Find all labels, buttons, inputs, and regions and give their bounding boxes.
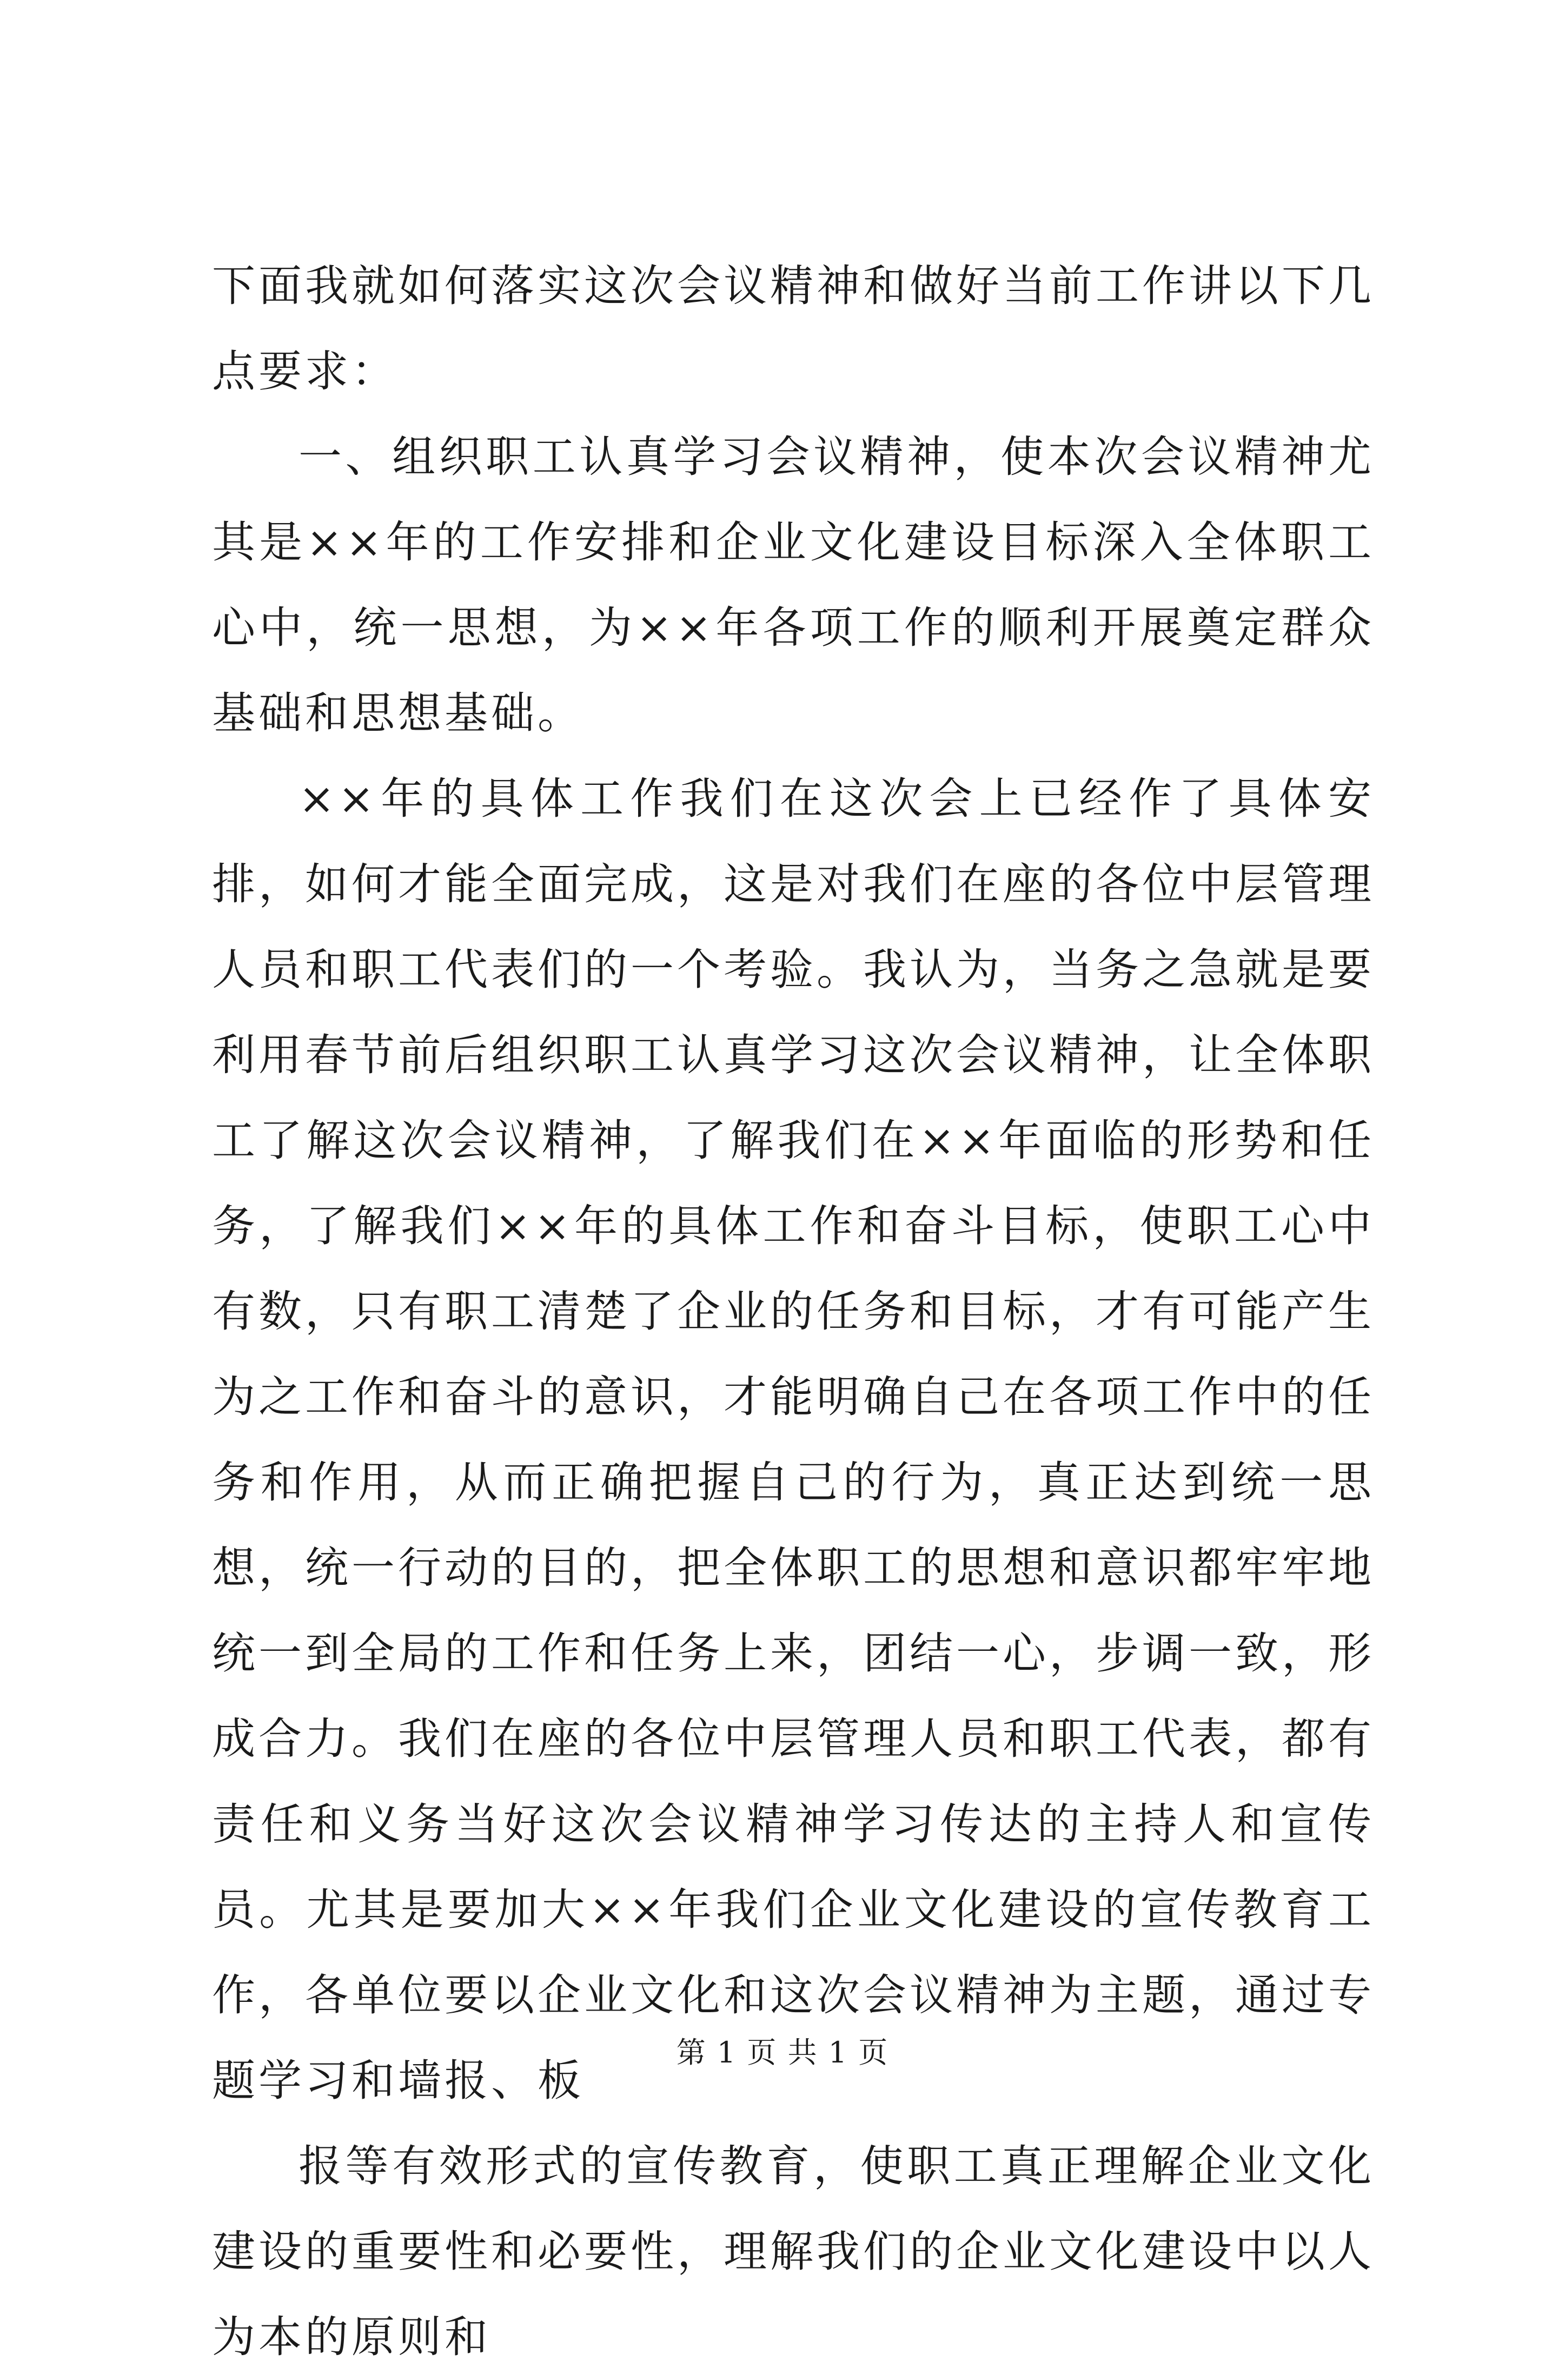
paragraph-point-one: 一、组织职工认真学习会议精神，使本次会议精神尤其是××年的工作安排和企业文化建设目标深入全体职工心中，统一思想，为××年各项工作的顺利开展奠定群众基础和思想基础。 — [212, 432, 1375, 738]
page-footer: 第 1 页 共 1 页 — [676, 2035, 889, 2070]
paragraph-continuation: 报等有效形式的宣传教育，使职工真正理解企业文化建设的重要性和必要性，理解我们的企业文化建设中以人为本的原则和 — [212, 2141, 1375, 2362]
paragraph-work-arrangement: ××年的具体工作我们在这次会上已经作了具体安排，如何才能全面完成，这是对我们在座的各位中层管理人员和职工代表们的一个考验。我认为，当务之急就是要利用春节前后组织职工认真学习这次会议精神，让全体职工了解这次会议精神，了解我们在××年面临的形势和任务，了解我们××年的具体工作和奋斗目标，使职工心中有数，只有职工清楚了企业的任务和目标，才有可能产生为之工作和奋斗的意识，才能明确自己在各项工作中的任务和作用，从而正确把握自己的行为，真正达到统一思想，统一行动的目的，把全体职工的思想和意识都牢牢地统一到全局的工作和任务上来，团结一心，步调一致，形成合力。我们在座的各位中层管理人员和职工代表，都有责任和义务当好这次会议精神学习传达的主持人和宣传员。尤其是要加大××年我们企业文化建设的宣传教育工作，各单位要以企业文化和这次会议精神为主题，通过专题学习和墙报、板 — [212, 774, 1375, 2106]
paragraph-intro: 下面我就如何落实这次会议精神和做好当前工作讲以下几点要求： — [212, 261, 1375, 396]
